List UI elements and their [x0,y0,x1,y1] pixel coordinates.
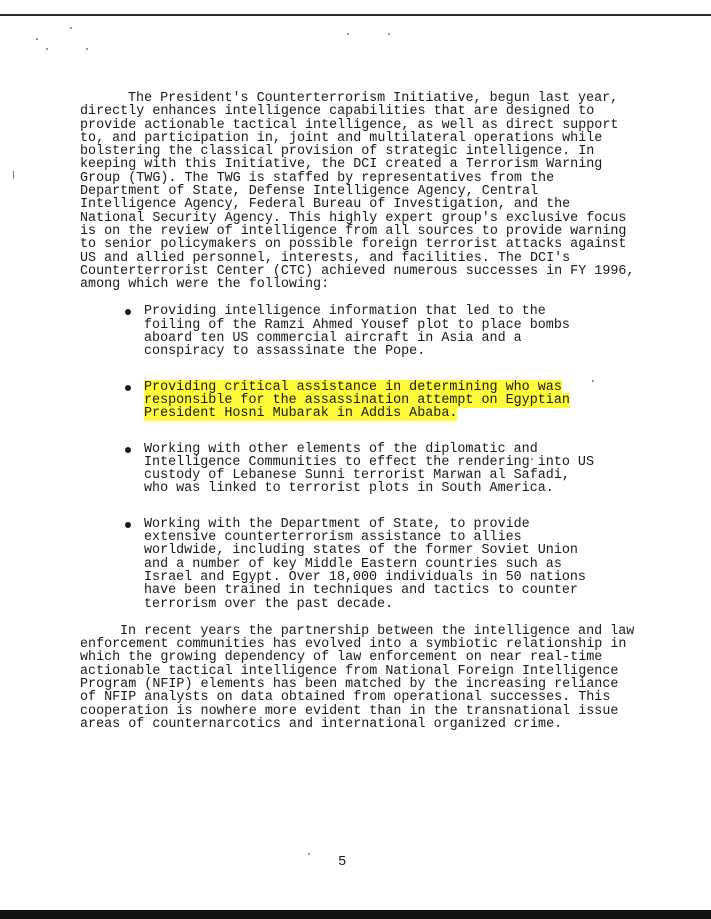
list-item [144,443,596,496]
bullet-text: Working with other elements of the diplomatic and Intelligence Communities to effect the rendering into US custody of Lebanese Sunni terrorist Marwan al Safadi, who was linked to terrorist plots in South America. [144,441,594,497]
bottom-border-bar [0,910,711,919]
scan-speck [36,38,38,40]
scan-speck [388,33,390,35]
scan-speck [70,27,72,29]
document-body [80,92,640,731]
page-number: 5 [338,854,347,870]
bullet-icon [125,522,131,528]
highlighted-bullet-text: Providing critical assistance in determining who was responsible for the assassination attempt on Egyptian President Hosni Mubarak in Addis Ababa. [144,379,570,422]
list-item [144,381,596,421]
scan-speck [13,171,14,179]
scan-speck [347,33,349,35]
intro-paragraph: The President's Counterterrorism Initiative, begun last year, directly enhances intelligence capabilities that are designed to provide actionable tactical intelligence, as well as direct support to, and participation in, joint and multilateral operations while bolstering the classical provision of strategic intelligence. In keeping with this Initiative, the DCI created a Terrorism Warning Group (TWG). The TWG is staffed by representatives from the Department of State, Defense Intelligence Agency, Central Intelligence Agency, Federal Bureau of Investigation, and the National Security Agency. This highly expert group's exclusive focus is on the review of intelligence from all sources to provide warning to senior policymakers on possible foreign terrorist attacks against US and allied personnel, interests, and facilities. The DCI's Counterterrorist Center (CTC) achieved numerous successes in FY 1996, among which were the following: [80,91,635,293]
top-border-line [0,14,711,16]
bullet-text: Providing intelligence information that led to the foiling of the Ramzi Ahmed Yousef plot to place bombs aboard ten US commercial aircraft in Asia and a conspiracy to assassinate the Pope. [144,304,570,360]
list-item [144,305,596,358]
closing-paragraph: In recent years the partnership between the intelligence and law enforcement communities has evolved into a symbiotic relationship in which the growing dependency of law enforcement on near real-time actionable tactical intelligence from National Foreign Intelligence Program (NFIP) elements has been matched by the increasing reliance of NFIP analysts on data obtained from operational successes. This cooperation is nowhere more evident than in the transnational issue areas of counternarcotics and international organized crime. [80,623,635,732]
scan-speck [86,48,88,50]
list-item [144,518,596,611]
bullet-icon [125,385,131,391]
bullet-text: Working with the Department of State, to provide extensive counterterrorism assistance to allies worldwide, including states of the former Soviet Union and a number of key Middle Eastern countries such as Israel and Egypt. Over 18,000 individuals in 50 nations have been trained in techniques and tactics to counter terrorism over the past decade. [144,516,586,612]
scan-speck [46,48,48,50]
bullet-icon [125,447,131,453]
bullet-icon [125,309,131,315]
successes-list [80,305,596,610]
scan-speck [308,853,310,855]
